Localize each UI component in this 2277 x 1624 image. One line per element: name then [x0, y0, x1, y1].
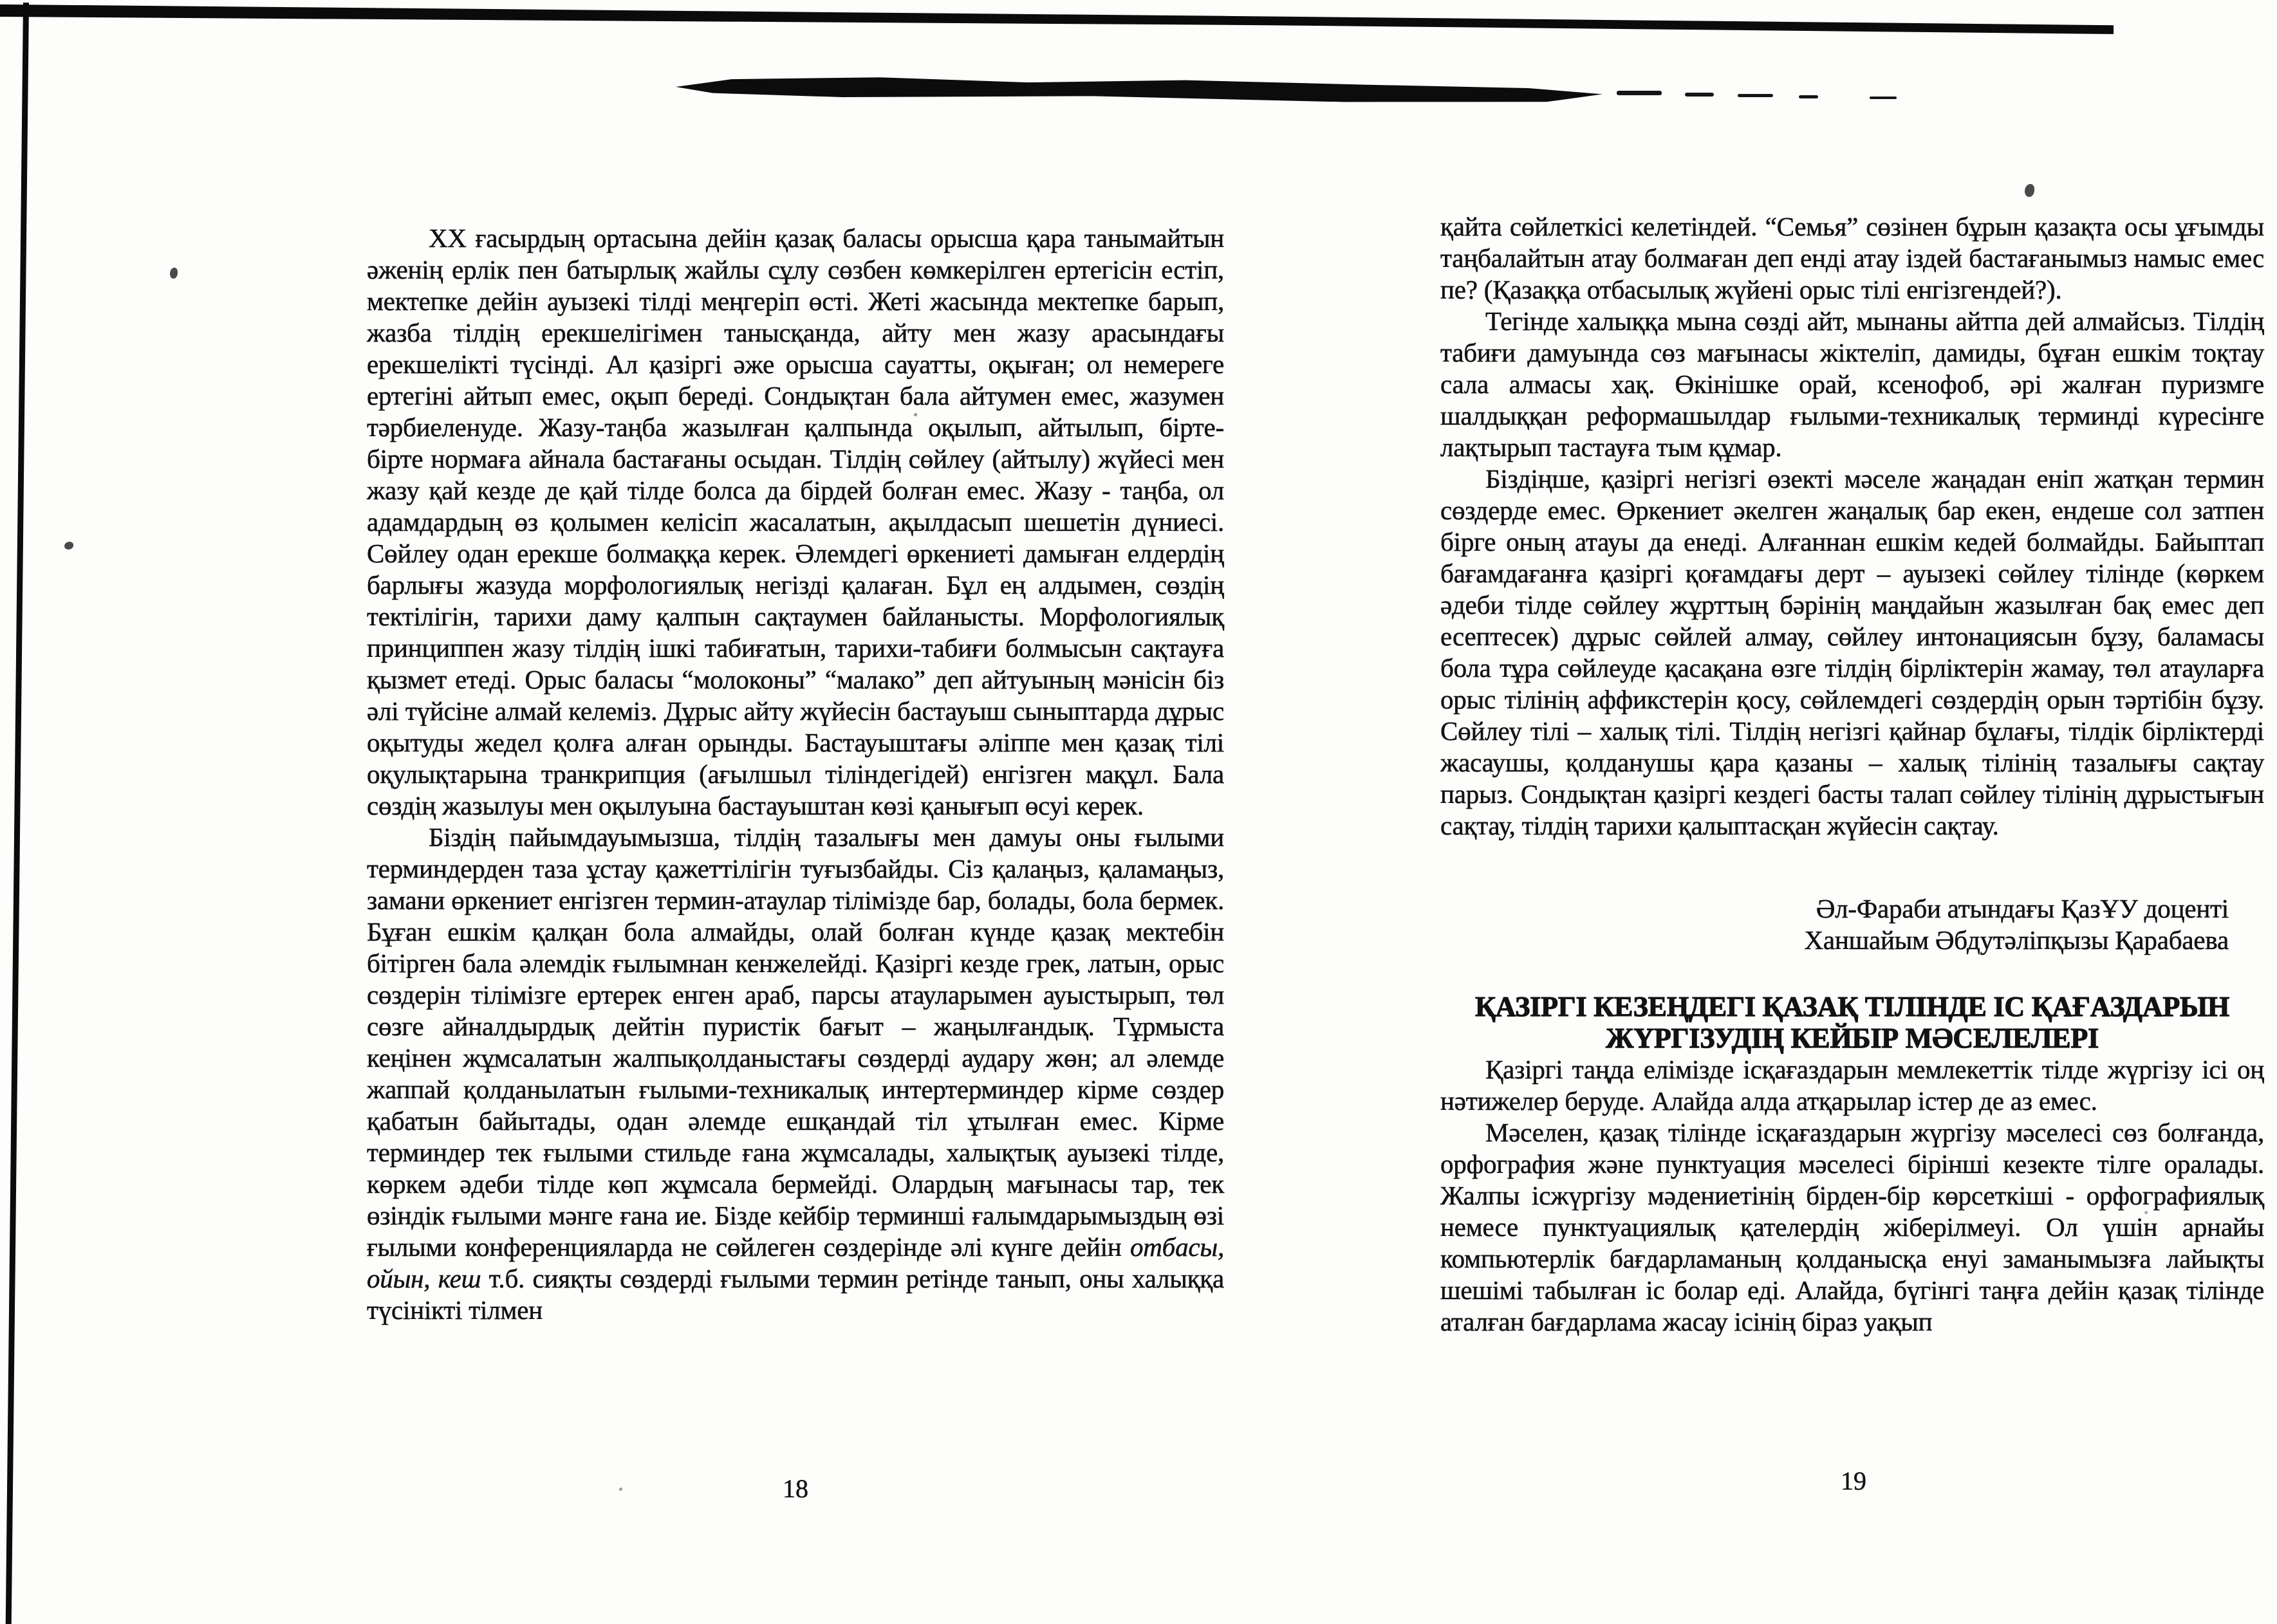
right-page-continuation-paragraph: қайта сөйлеткісі келетіндей. “Семья” сөзінен бұрын қазақта осы ұғымды таңбалайтын атау болмаған деп енді атау іздей бастағанымыз намыс емес пе? (Қазаққа отбасылық жүйені орыс тілі енгізгендей?).	[1440, 212, 2264, 304]
scan-spine-smudge	[676, 75, 1603, 104]
right-page-paragraph-2: Тегінде халыққа мына сөзді айт, мынаны айтпа дей алмайсыз. Тілдің табиғи дамуында сөз мағынасы жіктеліп, дамиды, бұған ешкім тоқтау сала алмасы хақ. Өкінішке орай, ксенофоб, әрі жалған пуризмге шалдыққан реформашылдар ғылыми-техникалық терминді күресінге лақтырып тастауға тым құмар.	[1440, 306, 2264, 462]
scan-spine-dash	[1870, 97, 1897, 99]
ink-speck	[170, 268, 178, 279]
right-page-paragraph-4: Қазіргі таңда елімізде ісқағаздарын мемлекеттік тілде жүргізу ісі оң нәтижелер беруде. Алайда алда атқарылар істер де аз емес.	[1440, 1055, 2264, 1116]
author-name: Ханшайым Әбдутәліпқызы Қарабаева	[1804, 925, 2229, 955]
author-signature	[1440, 893, 2264, 956]
author-affiliation: Әл-Фараби атындағы ҚазҰУ доценті	[1816, 894, 2229, 923]
scan-spine-dash	[1799, 95, 1818, 98]
paragraph-2-italic-terms: отбасы, ойын, кеш	[367, 1232, 1224, 1293]
scan-left-edge-line	[5, 3, 29, 1624]
scan-spine-dash	[1617, 91, 1662, 95]
ink-speck	[2025, 184, 2034, 197]
scan-top-edge-line	[0, 1, 2114, 40]
right-page-number: 19	[1841, 1466, 1866, 1495]
right-page-paragraph-5: Мәселен, қазақ тілінде ісқағаздарын жүргізу мәселесі сөз болғанда, орфография және пунктуация мәселесі бірінші кезекте тілге оралады. Жалпы ісжүргізу мәдениетінің бірден-бір көрсеткіші - орфографиялық немесе пунктуациялық қателердің жіберілмеуі. Ол үшін арнайы компьютерлік бағдарламаның қолданысқа енуі заманымызға лайықты шешімі табылған іс болар еді. Алайда, бүгінгі таңға дейін қазақ тілінде аталған бағдарлама жасау ісінің біраз уақып	[1440, 1118, 2264, 1336]
scan-spine-dash	[1685, 93, 1714, 97]
left-page-text-column	[367, 223, 1224, 1326]
left-page-number: 18	[783, 1474, 808, 1503]
scan-spine-dash	[1738, 94, 1773, 97]
ink-speck	[64, 542, 73, 549]
paragraph-2-text-end: т.б. сияқты сөздерді ғылыми термин ретінде танып, оны халыққа түсінікті тілмен	[367, 1264, 1225, 1325]
ink-speck	[619, 1488, 622, 1491]
paragraph-2-text: Біздің пайымдауымызша, тілдің тазалығы мен дамуы оны ғылыми терминдерден таза ұстау қажеттілігін туғызбайды. Сіз қалаңыз, қаламаңыз, замани өркениет енгізген термин-атаулар тілімізде бар, болады, бола бермек. Бұған ешкім қалқан бола алмайды, олай болған күнде қазақ мектебін бітірген бала әлемдік ғылымнан кенжелейді. Қазіргі кезде грек, латын, орыс сөздерін тілімізге ертерек енген араб, парсы атауларымен ауыстырып, төл сөзге айналдырдық дейтін пуристік бағыт – жаңылғандық. Тұрмыста кеңінен жұмсалатын жалпықолданыстағы сөздерді аудару жөн; ал әлемде жаппай қолданылатын ғылыми-техникалық интертерминдер кірме сөздер қабатын байытады, одан әлемде ешқандай тіл ұтылған емес. Кірме терминдер тек ғылыми стильде ғана жұмсалады, халықтық ауызекі тілде, көркем әдеби тілде көп жұмсала бермейді. Олардың мағынасы тар, тек өзіндік ғылыми мәнге ғана ие. Бізде кейбір терминші ғалымдарымыздың өзі ғылыми конференцияларда не сөйлеген сөздерінде әлі күнге дейін	[367, 822, 1224, 1262]
right-page-text-column	[1440, 211, 2264, 1338]
left-page-paragraph-1: XX ғасырдың ортасына дейін қазақ баласы орысша қара танымайтын әженің ерлік пен батырлық жайлы сұлу сөзбен көмкерілген ертегісін естіп, мектепке дейін ауызекі тілді меңгеріп өсті. Жеті жасында мектепке барып, жазба тілдің ерекшелігімен танысқанда, айту мен жазу арасындағы ерекшелікті түсінді. Ал қазіргі әже орысша сауатты, оқыған; ол немереге ертегіні айтып емес, оқып береді. Сондықтан бала айтумен емес, жазумен тәрбиеленуде. Жазу-таңба жазылған қалпында оқылып, айтылып, бірте-бірте нормаға айнала бастағаны осыдан. Тілдің сөйлеу (айтылу) жүйесі мен жазу қай кезде де қай тілде болса да бірдей болған емес. Жазу - таңба, ол адамдардың өз қолымен келісіп жасалатын, ақылдасып шешетін дүниесі. Сөйлеу одан ерекше болмаққа керек. Әлемдегі өркениеті дамыған елдердің барлығы жазуда морфологиялық негізді қалаған. Бұл ең алдымен, сөздің тектілігін, тарихи даму қалпын сақтаумен байланысты. Морфологиялық принциппен жазу тілдің ішкі табиғатын, тарихи-табиғи болмысын сақтауға қызмет етеді. Орыс баласы “молоконы” “малако” деп айтуының мәнісін біз әлі түйсіне алмай келеміз. Дұрыс айту жүйесін бастауыш сыныптарда дұрыс оқытуды жедел қолға алған орынды. Бастауыштағы әліппе мен қазақ тілі оқулықтарына транкрипция (ағылшыл тіліндегідей) енгізген мақұл. Бала сөздің жазылуы мен оқылуына бастауыштан көзі қанығып өсуі керек.	[367, 223, 1224, 820]
article-title: ҚАЗІРГІ КЕЗЕҢДЕГІ ҚАЗАҚ ТІЛІНДЕ ІС ҚАҒАЗДАРЫН ЖҮРГІЗУДІҢ КЕЙБІР МӘСЕЛЕЛЕРІ	[1474, 991, 2230, 1054]
right-page-paragraph-3: Біздіңше, қазіргі негізгі өзекті мәселе жаңадан еніп жатқан термин сөздерде емес. Өркениет әкелген жаңалық бар екен, ендеше сол затпен бірге оның атауы да енеді. Алғаннан ешкім кедей болмайды. Байыптап бағамдағанға қазіргі қоғамдағы дерт – ауызекі сөйлеу тілінде (көркем әдеби тілде сөйлеу жұрттың бәрінің маңдайын жазылған бақ емес деп есептесек) дұрыс сөйлей алмау, сөйлеу интонациясын бұзу, баламасы бола тұра сөйлеуде қасақана өзге тілдің бірліктерін жамау, төл атауларға орыс тілінің аффикстерін қосу, сөйлемдегі сөздердің орын тәртібін бұзу. Сөйлеу тілі – халық тілі. Тілдің негізгі қайнар бұлағы, тілдік бірліктерді жасаушы, қолданушы қара қазаны – халық тілінің тазалығы сақтау парыз. Сондықтан қазіргі кездегі басты талап сөйлеу тілінің дұрыстығын сақтау, тілдің тарихи қалыптасқан жүйесін сақтау.	[1440, 464, 2264, 840]
left-page-paragraph-2	[367, 822, 1224, 1326]
